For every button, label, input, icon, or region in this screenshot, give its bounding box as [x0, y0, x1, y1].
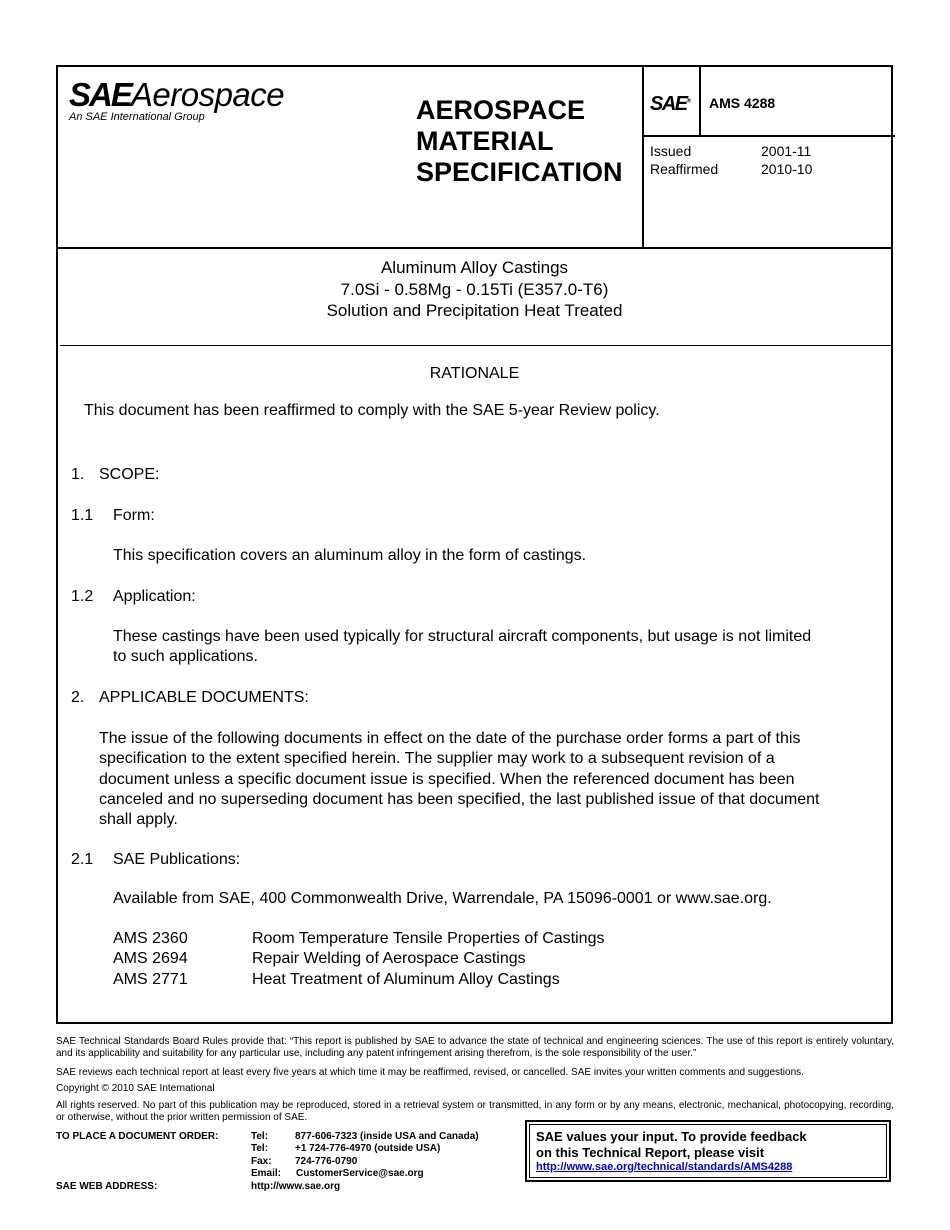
review-text: SAE reviews each technical report at least every five years at which time it may be reaffirmed, revised, or cancelled. SAE invites your written comments and suggestions.	[56, 1067, 804, 1078]
applicable-documents-text	[99, 729, 819, 830]
title-line: MATERIAL	[416, 126, 554, 156]
publication-row	[113, 930, 604, 948]
application-text-line: These castings have been used typically for structural aircraft components, but usage is not limited	[113, 628, 812, 645]
logo-brand: SAE	[69, 76, 131, 113]
contact-value: +1 724-776-4970 (outside USA)	[295, 1143, 441, 1155]
application-text-line: to such applications.	[113, 648, 258, 665]
paragraph-line: canceled and no superseding document has been specified, the last published issue of that document	[99, 790, 820, 808]
publication-row	[113, 950, 526, 968]
title-line-2: 7.0Si - 0.58Mg - 0.15Ti (E357.0-T6)	[340, 279, 609, 299]
title-line-1: Aluminum Alloy Castings	[380, 258, 569, 277]
section-heading-sae-publications: SAE Publications:	[113, 851, 241, 868]
section-number: 1.1	[71, 507, 94, 524]
publication-code: AMS 2694	[113, 950, 188, 967]
rights-text: All rights reserved. No part of this publication may be reproduced, stored in a retrieval system or transmitted, in any form or by any means, electronic, mechanical, photocopying, recording, or otherwise, without the prior written permission of SAE.	[56, 1100, 894, 1123]
logo-aerospace: Aerospace	[130, 76, 285, 113]
feedback-box	[525, 1120, 891, 1182]
section-number: 1.2	[71, 588, 94, 605]
contact-label: Tel:	[251, 1131, 269, 1142]
section-number: 2.	[71, 689, 85, 706]
header-divider	[58, 247, 891, 249]
header-row-divider	[642, 135, 895, 137]
feedback-text-line: on this Technical Report, please visit	[536, 1144, 765, 1160]
copyright-text: Copyright © 2010 SAE International	[56, 1083, 215, 1094]
section-heading-scope: SCOPE:	[99, 466, 160, 483]
publication-row	[113, 971, 560, 989]
contact-label: Fax:	[251, 1155, 272, 1167]
section-number: 2.1	[71, 851, 94, 868]
form-text: This specification covers an aluminum alloy in the form of castings.	[113, 547, 587, 564]
contact-label: Email:	[251, 1168, 282, 1180]
paragraph-line: shall apply.	[99, 811, 178, 829]
email-link[interactable]: CustomerService@sae.org	[296, 1168, 424, 1180]
dates-block	[650, 142, 812, 178]
reaffirmed-label: Reaffirmed	[650, 161, 719, 177]
order-label: TO PLACE A DOCUMENT ORDER:	[56, 1131, 219, 1142]
rationale-heading: RATIONALE	[429, 365, 520, 382]
title-rule	[60, 345, 891, 346]
contact-value: 877-606-7323 (inside USA and Canada)	[295, 1131, 479, 1142]
document-title	[58, 257, 891, 322]
feedback-text-line: SAE values your input. To provide feedback	[536, 1129, 807, 1144]
sae-mark-text: SAE	[650, 93, 687, 115]
spec-type-title	[416, 95, 623, 188]
title-line: AEROSPACE	[416, 95, 586, 125]
document-frame	[56, 65, 893, 1024]
contact-label: Tel:	[251, 1143, 269, 1155]
section-heading-applicable-documents: APPLICABLE DOCUMENTS:	[99, 689, 309, 706]
paragraph-line: specification to the extent specified herein. The supplier may work to a subsequent revision of a	[99, 750, 775, 768]
section-heading-form: Form:	[113, 507, 155, 524]
document-number: AMS 4288	[709, 95, 776, 111]
board-rules-text: SAE Technical Standards Board Rules provide that: “This report is published by SAE to advance the state of technical and engineering sciences. The use of this report is entirely voluntary, and its applicability and suitability for any particular use, including any patent infringement arising therefrom, is the sole responsibility of the user.”	[56, 1036, 894, 1059]
paragraph-line: The issue of the following documents in effect on the date of the purchase order forms a part of this	[99, 730, 801, 747]
availability-text: Available from SAE, 400 Commonwealth Drive, Warrendale, PA 15096-0001 or www.sae.org.	[113, 890, 772, 907]
publication-title: Room Temperature Tensile Properties of Castings	[252, 930, 605, 947]
publication-title: Heat Treatment of Aluminum Alloy Castings	[252, 971, 560, 988]
feedback-link[interactable]: http://www.sae.org/technical/standards/AMS4288	[536, 1161, 793, 1173]
header-column-divider	[642, 67, 644, 248]
section-number: 1.	[71, 466, 85, 483]
sae-mark-logo: SAE®	[650, 93, 692, 115]
web-address-label: SAE WEB ADDRESS:	[56, 1181, 158, 1192]
paragraph-line: document unless a specific document issue is specified. When the referenced document has been	[99, 770, 795, 788]
sae-aerospace-logo	[69, 77, 284, 123]
publication-title: Repair Welding of Aerospace Castings	[252, 950, 526, 967]
issued-date: 2001-11	[761, 143, 812, 159]
publication-code: AMS 2771	[113, 971, 188, 988]
section-heading-application: Application:	[113, 588, 196, 605]
issued-label: Issued	[650, 143, 692, 159]
header-box-divider	[699, 67, 701, 137]
reaffirmed-date: 2010-10	[761, 161, 813, 177]
logo-tagline: An SAE International Group	[69, 111, 205, 123]
rationale-text: This document has been reaffirmed to comply with the SAE 5-year Review policy.	[84, 402, 660, 419]
title-line-3: Solution and Precipitation Heat Treated	[326, 301, 623, 320]
contact-value: 724-776-0790	[295, 1155, 358, 1167]
publication-code: AMS 2360	[113, 930, 188, 947]
web-address-link[interactable]: http://www.sae.org	[251, 1181, 341, 1192]
title-line: SPECIFICATION	[416, 157, 623, 187]
